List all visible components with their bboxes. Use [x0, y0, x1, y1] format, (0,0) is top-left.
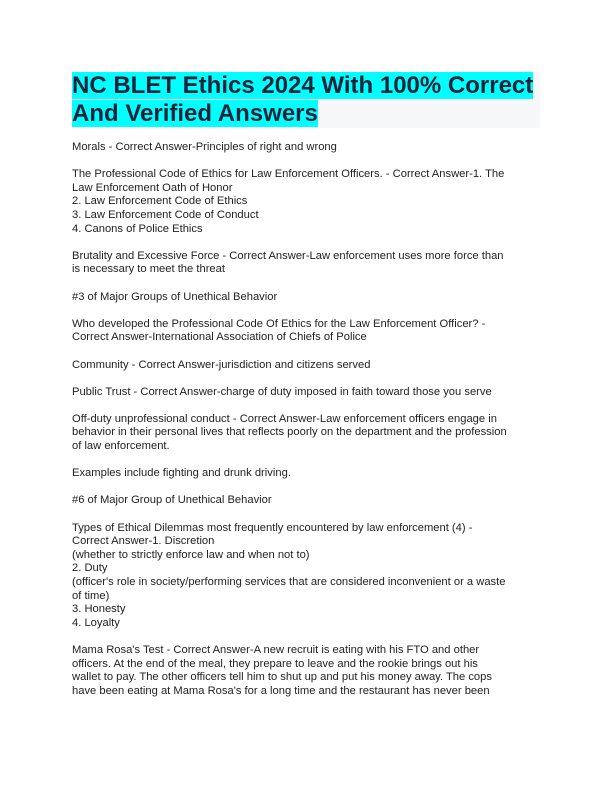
document-paragraph [72, 522, 542, 631]
paragraph-line: of law enforcement. [72, 440, 170, 453]
paragraph-line: Correct Answer-1. Discretion [72, 535, 215, 548]
paragraph-line: Community - Correct Answer-jurisdiction and citizens served [72, 358, 371, 371]
paragraph-line: behavior in their personal lives that reflects poorly on the department and the profession [72, 426, 507, 439]
paragraph-line: have been eating at Mama Rosa's for a long time and the restaurant has never been [72, 684, 490, 697]
paragraph-line: 2. Law Enforcement Code of Ethics [72, 195, 248, 208]
paragraph-line: is necessary to meet the threat [72, 263, 225, 276]
paragraph-line: (whether to strictly enforce law and when not to) [72, 548, 310, 561]
document-title-line-1: NC BLET Ethics 2024 With 100% Correct [72, 72, 534, 99]
paragraph-line: Examples include fighting and drunk driving. [72, 467, 291, 480]
document-paragraph [72, 291, 542, 305]
paragraph-line: Correct Answer-International Association of Chiefs of Police [72, 331, 367, 344]
document-paragraph [72, 141, 542, 155]
paragraph-line: The Professional Code of Ethics for Law Enforcement Officers. - Correct Answer-1. The [72, 168, 505, 181]
paragraph-line: 4. Canons of Police Ethics [72, 222, 203, 235]
paragraph-line: Mama Rosa's Test - Correct Answer-A new recruit is eating with his FTO and other [72, 643, 480, 656]
paragraph-line: officers. At the end of the meal, they prepare to leave and the rookie brings out his [72, 657, 478, 670]
paragraph-line: 3. Honesty [72, 603, 126, 616]
paragraph-line: 4. Loyalty [72, 616, 120, 629]
paragraph-line: (officer's role in society/performing services that are considered inconvenient or a waste [72, 576, 506, 588]
document-paragraph [72, 359, 542, 373]
paragraph-line: of time) [72, 589, 110, 602]
paragraph-line: #3 of Major Groups of Unethical Behavior [72, 290, 278, 303]
paragraph-line: Law Enforcement Oath of Honor [72, 181, 233, 194]
document-paragraph [72, 168, 542, 236]
paragraph-line: Brutality and Excessive Force - Correct Answer-Law enforcement uses more force than [72, 249, 504, 262]
document-paragraph [72, 467, 542, 481]
document-paragraph [72, 644, 542, 698]
paragraph-line: Types of Ethical Dilemmas most frequently encountered by law enforcement (4) - [72, 521, 473, 534]
paragraph-line: Off-duty unprofessional conduct - Correct Answer-Law enforcement officers engage in [72, 412, 497, 425]
paragraph-line: Public Trust - Correct Answer-charge of duty imposed in faith toward those you serve [72, 385, 492, 398]
document-paragraph [72, 250, 542, 277]
document-paragraph [72, 494, 542, 508]
paragraph-line: 3. Law Enforcement Code of Conduct [72, 208, 259, 221]
document-body [72, 141, 542, 712]
paragraph-line: 2. Duty [72, 562, 108, 575]
document-title-line-2: And Verified Answers [72, 100, 318, 127]
paragraph-line: Morals - Correct Answer-Principles of right and wrong [72, 141, 337, 153]
document-title [72, 72, 540, 128]
document-paragraph [72, 386, 542, 400]
paragraph-line: wallet to pay. The other officers tell him to shut up and put his money away. The cops [72, 671, 492, 684]
paragraph-line: #6 of Major Group of Unethical Behavior [72, 494, 272, 507]
paragraph-line: Who developed the Professional Code Of Ethics for the Law Enforcement Officer? - [72, 317, 486, 330]
document-paragraph [72, 413, 542, 454]
document-paragraph [72, 318, 542, 345]
